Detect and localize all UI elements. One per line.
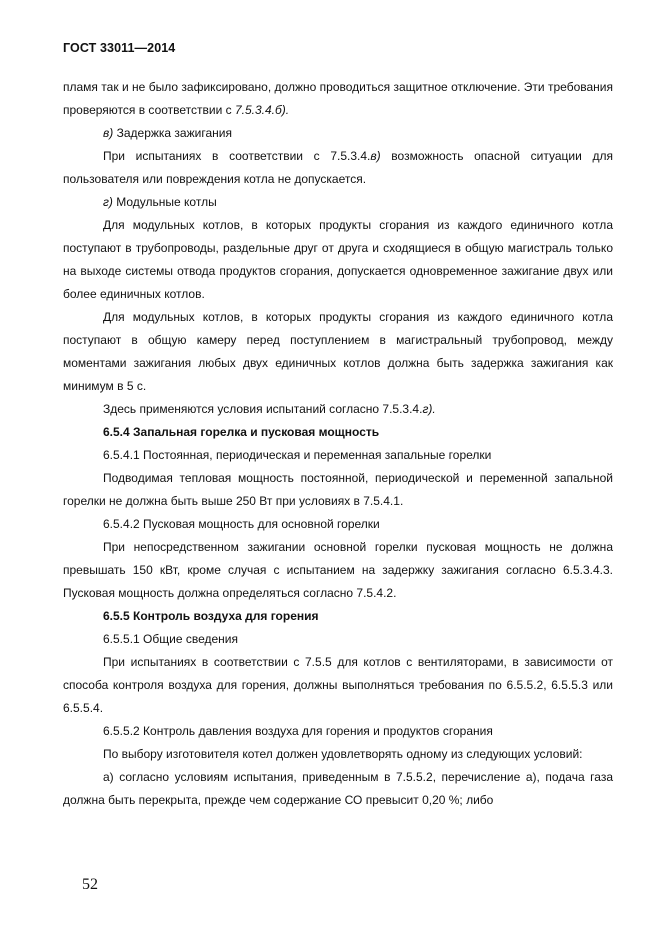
- subsection-heading: 6.5.4.2 Пусковая мощность для основной горелки: [103, 517, 380, 531]
- paragraph: При испытаниях в соответствии с 7.5.3.4.в) возможность опасной ситуации для пользователя или повреждения котла не допускается.: [63, 149, 613, 186]
- paragraph: пламя так и не было зафиксировано, должно проводиться защитное отключение. Эти требования проверяются в соответствии с 7.5.3.4.б).: [63, 80, 613, 117]
- document-body: [63, 76, 613, 812]
- paragraph: а) согласно условиям испытания, приведенным в 7.5.5.2, перечисление а), подача газа должна быть перекрыта, прежде чем содержание СО превысит 0,20 %; либо: [63, 770, 613, 807]
- section-heading: 6.5.4 Запальная горелка и пусковая мощность: [103, 425, 380, 439]
- paragraph: При непосредственном зажигании основной горелки пусковая мощность не должна превышать 150 кВт, кроме случая с испытанием на задержку зажигания согласно 6.5.3.4.3. Пусковая мощность должна определяться согласно 7.5.4.2.: [63, 540, 613, 600]
- page-number: 52: [82, 876, 98, 893]
- paragraph: Здесь применяются условия испытаний согласно 7.5.3.4.г).: [103, 402, 436, 416]
- list-item-heading: г) Модульные котлы: [103, 195, 217, 209]
- subsection-heading: 6.5.5.1 Общие сведения: [103, 632, 238, 646]
- paragraph: Для модульных котлов, в которых продукты сгорания из каждого единичного котла поступают в трубопроводы, раздельные друг от друга и сходящиеся в общую магистраль только на выходе системы отвода продуктов сгорания, допускается одновременное зажигание двух или более единичных котлов.: [63, 218, 613, 301]
- paragraph: Подводимая тепловая мощность постоянной, периодической и переменной запальной горелки не должна быть выше 250 Вт при условиях в 7.5.4.1.: [63, 471, 613, 508]
- paragraph: При испытаниях в соответствии с 7.5.5 для котлов с вентиляторами, в зависимости от способа контроля воздуха для горения, должны выполняться требования по 6.5.5.2, 6.5.5.3 или 6.5.5.4.: [63, 655, 613, 715]
- paragraph: Для модульных котлов, в которых продукты сгорания из каждого единичного котла поступают в общую камеру перед поступлением в магистральный трубопровод, между моментами зажигания любых двух единичных котлов должна быть задержка зажигания как минимум в 5 с.: [63, 310, 613, 393]
- paragraph: По выбору изготовителя котел должен удовлетворять одному из следующих условий:: [103, 747, 583, 761]
- list-item-heading: в) Задержка зажигания: [103, 126, 232, 140]
- document-header: ГОСТ 33011—2014: [63, 41, 176, 55]
- subsection-heading: 6.5.4.1 Постоянная, периодическая и переменная запальные горелки: [103, 448, 492, 462]
- subsection-heading: 6.5.5.2 Контроль давления воздуха для горения и продуктов сгорания: [103, 724, 493, 738]
- section-heading: 6.5.5 Контроль воздуха для горения: [103, 609, 319, 623]
